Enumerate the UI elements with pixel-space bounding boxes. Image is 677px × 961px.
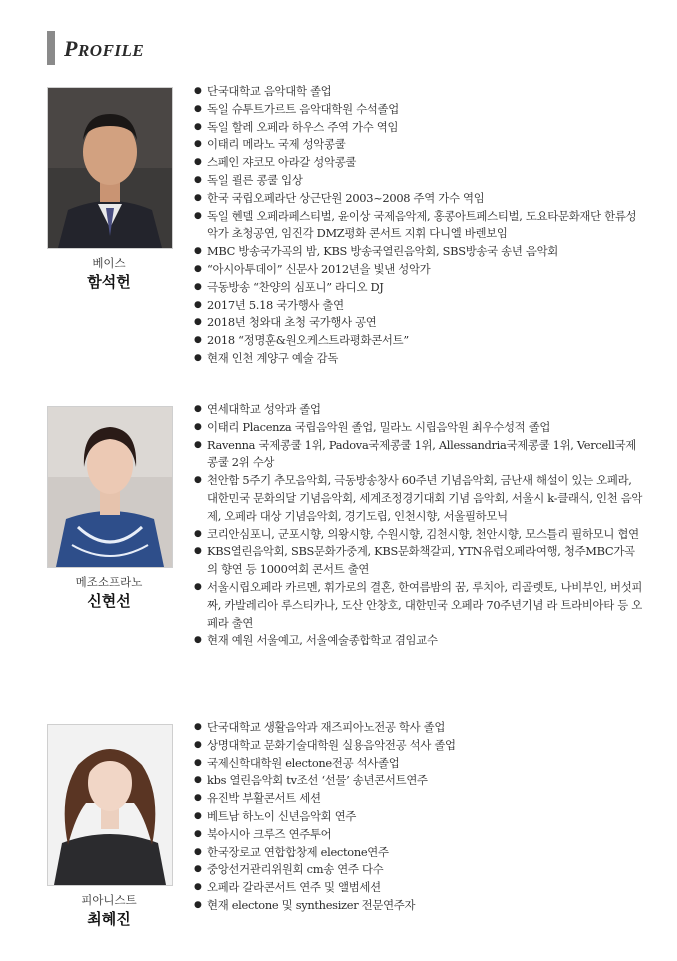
bio-item: ● 현재 electone 및 synthesizer 전문연주자 (194, 897, 644, 915)
page-title: PROFILE (64, 36, 145, 61)
bio-item: ● Ravenna 국제콩쿨 1위, Padova국제콩쿨 1위, Allessandria국제콩쿨 1위, Vercell국제콩쿨 2위 수상 (194, 437, 644, 473)
profile-role: 메조소프라노 (75, 575, 143, 589)
bio-item: ● 북아시아 크루즈 연주투어 (194, 826, 644, 844)
bio-item: ● 베트남 하노이 신년음악회 연주 (194, 808, 644, 826)
title-accent-bar (47, 31, 55, 65)
profile-name: 최혜진 (87, 910, 131, 928)
bio-item: ● 연세대학교 성악과 졸업 (194, 401, 644, 419)
bio-item: ● 2018년 청와대 초청 국가행사 공연 (194, 314, 644, 332)
bio-item: ● 2018 “정명훈&원오케스트라평화콘서트” (194, 332, 644, 350)
bio-item: ● 2017년 5.18 국가행사 출연 (194, 297, 644, 315)
bio-item: ● 독일 슈투트가르트 음악대학원 수석졸업 (194, 101, 644, 119)
bio-item: ● 코리안심포니, 군포시향, 의왕시향, 수원시향, 김천시향, 천안시향, 모스틀리 필하모니 협연 (194, 526, 644, 544)
profile-photo-bass (47, 87, 173, 249)
bio-item: ● 단국대학교 생활음악과 재즈피아노전공 학사 졸업 (194, 719, 644, 737)
bio-item: ● 천안함 5주기 추모음악회, 극동방송창사 60주년 기념음악회, 금난새 해설이 있는 오페라, 대한민국 문화의달 기념음악회, 세계조정경기대회 기념 음악회, 서울시 k-클래식, 인천 음악제, 오페라 대상 기념음악회, 경기도립, 인천시향, 서울필하모닉 (194, 472, 644, 525)
bio-item: ● 현재 예원 서울예고, 서울예술종합학교 겸임교수 (194, 632, 644, 650)
profile-name: 함석헌 (87, 273, 131, 291)
profile-bio-list (194, 401, 644, 650)
profile-name: 신현선 (87, 592, 131, 610)
bio-item: ● 독일 할레 오페라 하우스 주역 가수 역임 (194, 119, 644, 137)
bio-item: ● 극동방송 “찬양의 심포니” 라디오 DJ (194, 279, 644, 297)
profile-bio-list (194, 83, 644, 368)
bio-item: ● 유진박 부활콘서트 세션 (194, 790, 644, 808)
bio-item: ● MBC 방송국가곡의 밤, KBS 방송국열린음악회, SBS방송국 송년 음악회 (194, 243, 644, 261)
profile-photo-pianist (47, 724, 173, 886)
bio-item: ● 독일 헨델 오페라페스티벌, 윤이상 국제음악제, 홍콩아트페스티벌, 도요타문화재단 한류성악가 초청공연, 임진각 DMZ평화 콘서트 지휘 다니엘 바렌보임 (194, 208, 644, 244)
bio-item: ● KBS열린음악회, SBS문화가중계, KBS문화책갈피, YTN유럽오페라여행, 청주MBC가곡의 향연 등 1000여회 콘서트 출연 (194, 543, 644, 579)
bio-item: ● 한국장로교 연합합창제 electone연주 (194, 844, 644, 862)
bio-item: ● 상명대학교 문화기술대학원 실용음악전공 석사 졸업 (194, 737, 644, 755)
profile-role: 피아니스트 (81, 893, 137, 907)
bio-item: ● “아시아투데이” 신문사 2012년을 빛낸 성악가 (194, 261, 644, 279)
bio-item: ● 서울시립오페라 카르멘, 휘가로의 결혼, 한여름밤의 꿈, 루치아, 리골렛토, 나비부인, 버섯피짜, 카발레리아 루스티카나, 도산 안창호, 대한민국 오페라 70주년기념 라 트라비아타 등 오페라 출연 (194, 579, 644, 632)
bio-item: ● 현재 인천 계양구 예술 감독 (194, 350, 644, 368)
bio-item: ● 국제신학대학원 electone전공 석사졸업 (194, 755, 644, 773)
bio-item: ● 한국 국립오페라단 상근단원 2003~2008 주역 가수 역임 (194, 190, 644, 208)
bio-item: ● 독일 쾰른 콩쿨 입상 (194, 172, 644, 190)
bio-item: ● 이태리 Placenza 국립음악원 졸업, 밀라노 시립음악원 최우수성적 졸업 (194, 419, 644, 437)
bio-item: ● 이태리 메라노 국제 성악콩쿨 (194, 136, 644, 154)
bio-item: ● kbs 열린음악회 tv조선 ‘선물’ 송년콘서트연주 (194, 772, 644, 790)
profile-bio-list (194, 719, 644, 915)
profile-role: 베이스 (92, 256, 126, 270)
profile-photo-mezzo (47, 406, 173, 568)
bio-item: ● 중앙선거관리위원회 cm송 연주 다수 (194, 861, 644, 879)
bio-item: ● 오페라 갈라콘서트 연주 및 앨범세션 (194, 879, 644, 897)
bio-item: ● 단국대학교 음악대학 졸업 (194, 83, 644, 101)
bio-item: ● 스페인 쟈코모 아라갈 성악콩쿨 (194, 154, 644, 172)
